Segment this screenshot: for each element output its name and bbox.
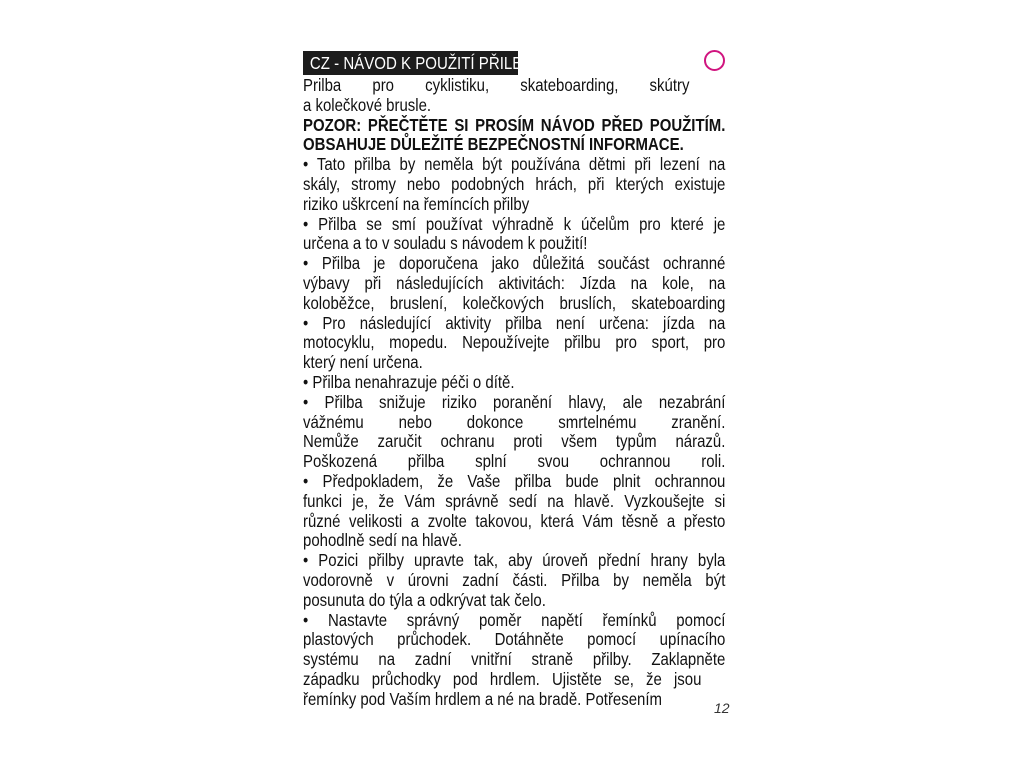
text-line: Nemůže zaručit ochranu proti všem typům nárazů. (303, 431, 726, 452)
text-line: skály, stromy nebo podobných hrách, při kterých existuje (303, 173, 726, 194)
text-line: řemínky pod Vaším hrdlem a né na bradě. Potřesením (303, 688, 663, 709)
text-line: západku průchodky pod hrdlem. Ujistěte se, že jsou (303, 668, 702, 689)
text-line: pohodlně sedí na hlavě. (303, 530, 462, 551)
warning-line: POZOR: PŘEČTĚTE SI PROSÍM NÁVOD PŘED POUŽITÍM. (303, 114, 726, 135)
text-line: • Pozici přilby upravte tak, aby úroveň přední hrany byla (303, 550, 726, 571)
text-line: • Nastavte správný poměr napětí řemínků pomocí (303, 609, 726, 630)
text-line: • Přilba se smí používat výhradně k účelům pro které je (303, 213, 726, 234)
text-line: a kolečkové brusle. (303, 94, 432, 115)
page-number: 12 (714, 700, 730, 716)
warning-line: OBSAHUJE DŮLEŽITÉ BEZPEČNOSTNÍ INFORMACE. (303, 134, 684, 155)
section-title: CZ - NÁVOD K POUŽITÍ PŘILBY (303, 51, 518, 75)
instructions-text (303, 76, 725, 710)
text-line: • Přilba nenahrazuje péči o dítě. (303, 371, 515, 392)
text-line: motocyklu, mopedu. Nepoužívejte přilbu pro sport, pro (303, 332, 726, 353)
text-line: Poškozená přilba splní svou ochrannou roli. (303, 451, 726, 472)
text-line: vážnému nebo dokonce smrtelnému zranění. (303, 411, 726, 432)
text-line: • Pro následující aktivity přilba není určena: jízda na (303, 312, 726, 333)
text-line: posunuta do týla a odkrývat tak čelo. (303, 589, 546, 610)
text-line: • Přilba je doporučena jako důležitá součást ochranné (303, 253, 726, 274)
text-line: • Přilba snižuje riziko poranění hlavy, ale nezabrání (303, 391, 726, 412)
text-line: který není určena. (303, 352, 423, 373)
text-line: funkci je, že Vám správně sedí na hlavě. Vyzkoušejte si (303, 490, 726, 511)
text-line: systému na zadní vnitřní straně přilby. Zaklapněte (303, 649, 726, 670)
text-line: Prilba pro cyklistiku, skateboarding, skútry (303, 75, 690, 95)
text-line: různé velikosti a zvolte takovou, která Vám těsně a přesto (303, 510, 726, 531)
text-line: • Tato přilba by neměla být používána dětmi při lezení na (303, 154, 726, 175)
magenta-circle-marker-icon (704, 50, 725, 71)
text-line: koloběžce, bruslení, kolečkových bruslích, skateboarding (303, 292, 726, 313)
text-line: výbavy při následujících aktivitách: Jízda na kole, na (303, 272, 726, 293)
text-line: určena a to v souladu s návodem k použití! (303, 233, 588, 254)
text-line: • Předpokladem, že Vaše přilba bude plnit ochrannou (303, 470, 726, 491)
text-line: plastových průchodek. Dotáhněte pomocí upínacího (303, 629, 726, 650)
manual-page (303, 48, 730, 728)
text-line: riziko uškrcení na řemíncích přilby (303, 193, 530, 214)
text-line: vodorovně v úrovni zadní části. Přilba by neměla být (303, 569, 726, 590)
